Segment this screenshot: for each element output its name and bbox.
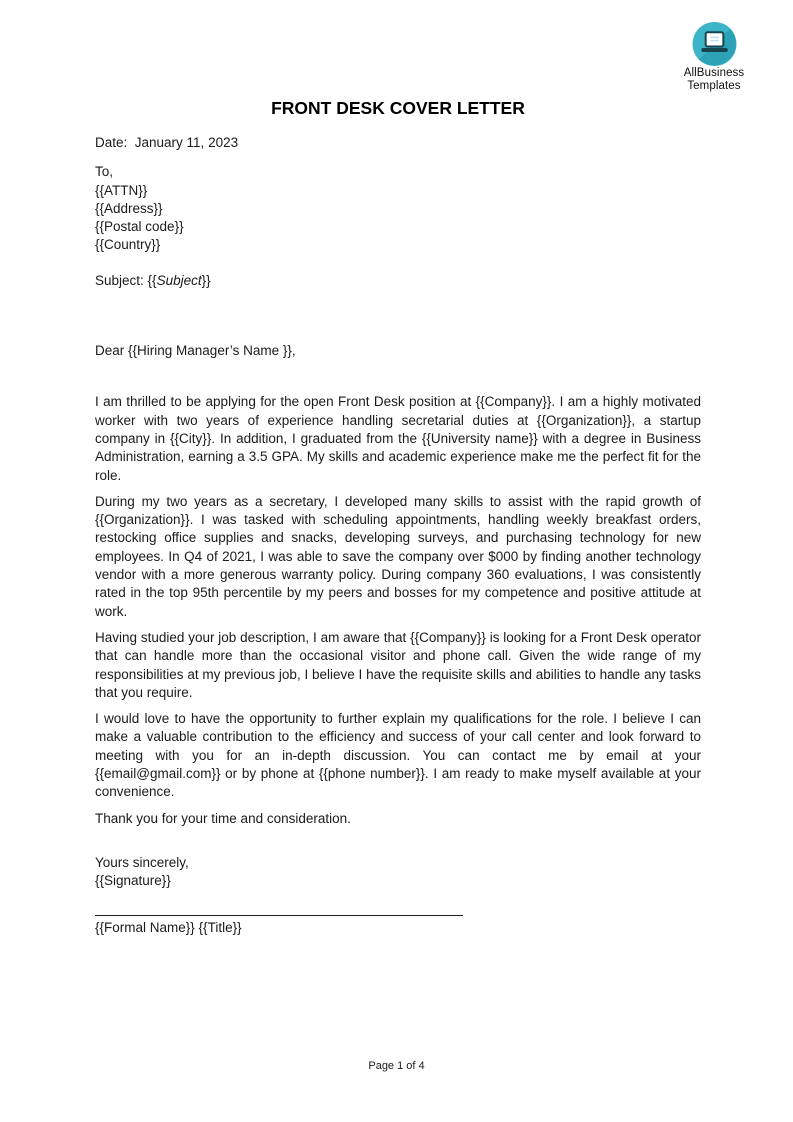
brand-name-line1: AllBusiness	[683, 67, 745, 79]
signature-placeholder: {{Signature}}	[95, 873, 171, 889]
subject-suffix: }}	[201, 272, 211, 288]
laptop-icon	[691, 21, 738, 68]
page-number: Page 1 of 4	[368, 1060, 425, 1072]
date-line: Date: January 11, 2023	[95, 135, 239, 150]
recipient-line-to: To,	[95, 164, 114, 180]
closing-block	[95, 854, 701, 891]
document-title: FRONT DESK COVER LETTER	[271, 98, 525, 118]
thanks-line: Thank you for your time and consideration.	[95, 810, 351, 826]
subject-prefix: Subject: {{	[95, 272, 157, 288]
brand-logo	[664, 21, 764, 93]
letter-content	[95, 96, 701, 937]
subject-placeholder: Subject	[156, 272, 202, 288]
recipient-block	[95, 163, 701, 254]
signature-rule	[95, 915, 463, 916]
paragraph-intro: I am thrilled to be applying for the open Front Desk position at {{Company}}. I am a highly motivated worker with two years of experience handling secretarial duties at {{Organization}}, a startup company in {{City}}. In addition, I graduated from the {{University name}} with a degree in Business Administration, earning a 3.5 GPA. My skills and academic experience make me the perfect fit for the role.	[95, 394, 701, 483]
recipient-line-postal-code: {{Postal code}}	[95, 219, 184, 235]
subject-line	[95, 272, 701, 290]
salutation: Dear {{Hiring Manager’s Name }},	[95, 343, 296, 359]
brand-name-line2: Templates	[687, 79, 741, 92]
paragraph-experience: During my two years as a secretary, I developed many skills to assist with the rapid growth of {{Organization}}. I was tasked with scheduling appointments, handling weekly breakfast orders, restocking office supplies and snacks, developing surveys, and purchasing technology for new employees. In Q4 of 2021, I was able to save the company over $000 by finding another technology vendor with a more generous warranty policy. During company 360 evaluations, I was consistently rated in the top 95th percentile by my peers and bosses for my competence and positive attitude at work.	[95, 493, 701, 619]
formal-name-title: {{Formal Name}} {{Title}}	[95, 919, 242, 935]
recipient-line-country: {{Country}}	[95, 237, 161, 253]
paragraph-job-fit: Having studied your job description, I am aware that {{Company}} is looking for a Front Desk operator that can handle more than the occasional visitor and phone call. Given the wide range of my responsibilities at my previous job, I believe I have the requisite skills and abilities to handle any tasks that you require.	[95, 629, 701, 700]
recipient-line-address: {{Address}}	[95, 200, 163, 216]
recipient-line-attn: {{ATTN}}	[95, 182, 148, 198]
body-paragraphs	[95, 393, 701, 801]
paragraph-contact: I would love to have the opportunity to further explain my qualifications for the role. I believe I can make a valuable contribution to the efficiency and success of your call center and look forward to meeting with you for an in-depth discussion. You can contact me by email at your {{email@gmail.com}} or by phone at {{phone number}}. I am ready to make myself available at your convenience.	[95, 711, 701, 800]
valediction: Yours sincerely,	[95, 854, 189, 870]
